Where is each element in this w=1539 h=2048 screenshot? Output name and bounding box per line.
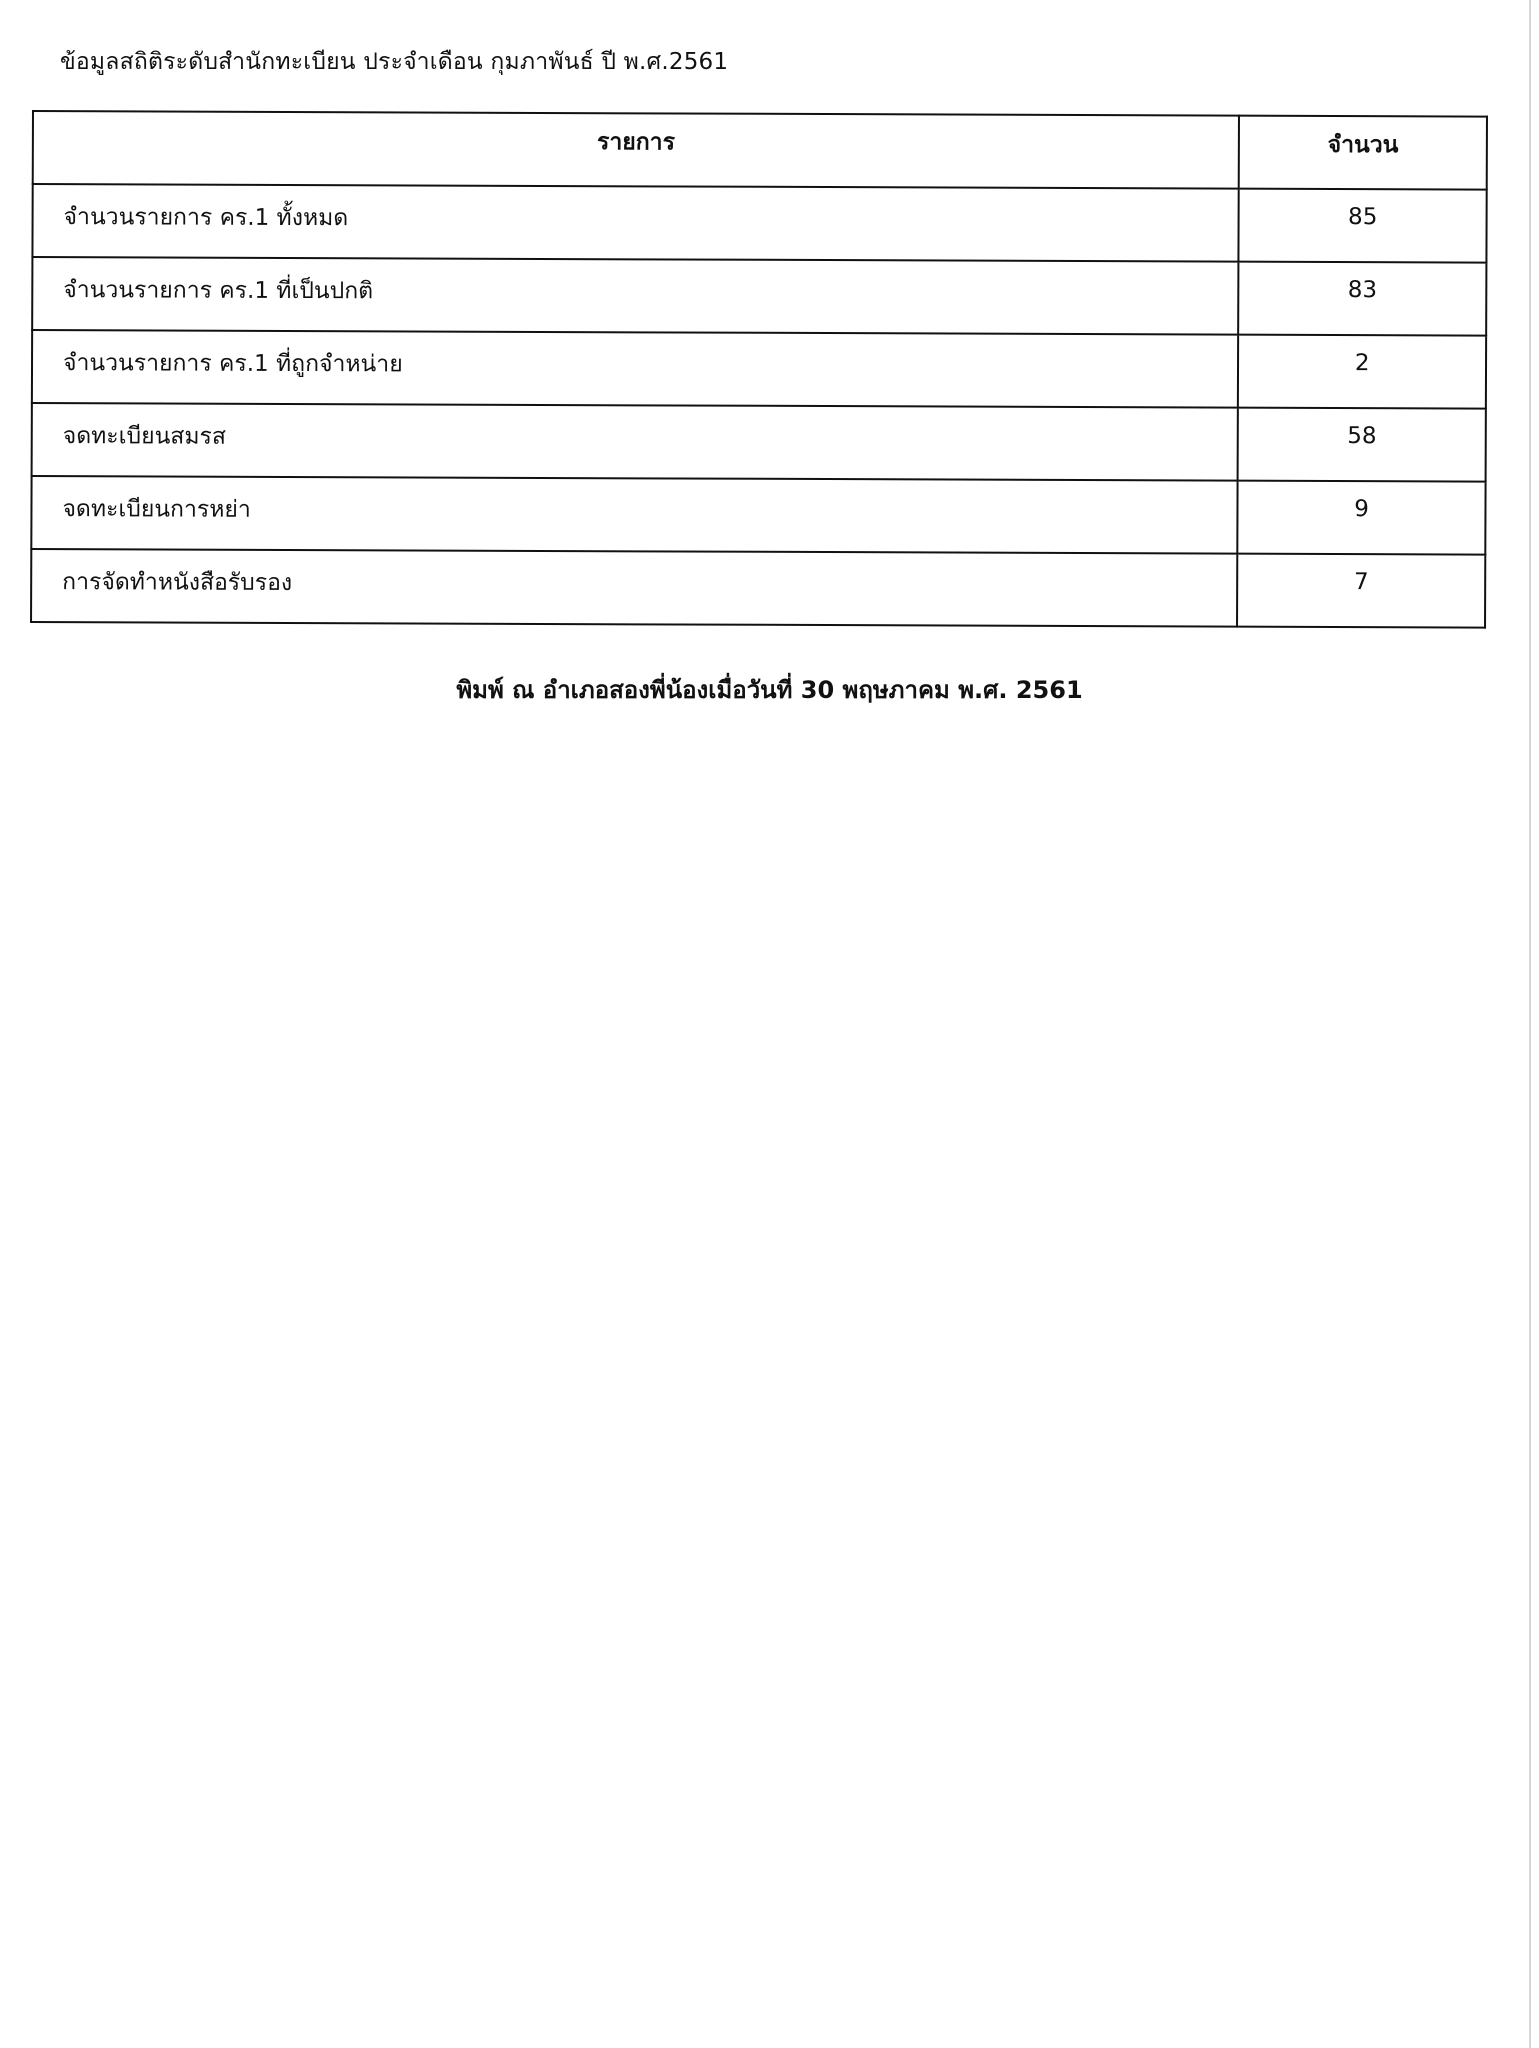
print-footer: พิมพ์ ณ อำเภอสองพี่น้องเมื่อวันที่ 30 พฤษภาคม พ.ศ. 2561 <box>456 676 1083 704</box>
row-count: 83 <box>1238 262 1486 336</box>
row-count: 2 <box>1238 335 1486 409</box>
table-header-row <box>33 111 1487 190</box>
table-row <box>32 330 1486 409</box>
header-count: จำนวน <box>1239 116 1487 190</box>
row-count: 9 <box>1238 481 1486 555</box>
statistics-table <box>30 110 1488 629</box>
row-item: จำนวนรายการ คร.1 ที่เป็นปกติ <box>32 257 1239 335</box>
table-row <box>31 549 1485 628</box>
row-item: จดทะเบียนการหย่า <box>31 476 1238 554</box>
row-item: จำนวนรายการ คร.1 ทั้งหมด <box>32 184 1239 262</box>
table-row <box>31 476 1485 555</box>
row-count: 7 <box>1237 554 1485 628</box>
header-item: รายการ <box>33 111 1240 189</box>
table-row <box>32 257 1486 336</box>
table-row <box>32 403 1486 482</box>
row-count: 58 <box>1238 408 1486 482</box>
document-title: ข้อมูลสถิติระดับสำนักทะเบียน ประจำเดือน กุมภาพันธ์ ปี พ.ศ.2561 <box>60 49 729 75</box>
row-item: การจัดทำหนังสือรับรอง <box>31 549 1238 627</box>
row-item: จำนวนรายการ คร.1 ที่ถูกจำหน่าย <box>32 330 1239 408</box>
table-row <box>32 184 1486 263</box>
row-count: 85 <box>1239 189 1487 263</box>
row-item: จดทะเบียนสมรส <box>32 403 1239 481</box>
page-edge <box>1529 0 1531 2048</box>
